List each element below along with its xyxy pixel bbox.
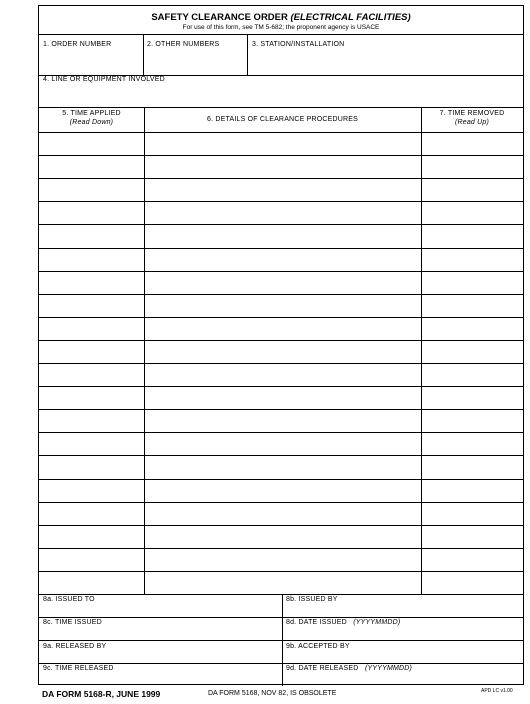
time-applied-header [39, 108, 144, 132]
time-applied-cell[interactable] [39, 318, 144, 340]
details-cell[interactable] [144, 433, 421, 455]
time-removed-cell[interactable] [421, 341, 523, 363]
time-applied-cell[interactable] [39, 433, 144, 455]
time-removed-header [421, 108, 523, 132]
issued-by-label: 8b. ISSUED BY [286, 596, 338, 603]
time-removed-cell[interactable] [421, 156, 523, 178]
details-cell[interactable] [144, 133, 421, 155]
line-equipment-label: 4. LINE OR EQUIPMENT INVOLVED [43, 76, 165, 83]
time-applied-cell[interactable] [39, 272, 144, 294]
time-applied-cell[interactable] [39, 526, 144, 548]
time-applied-cell[interactable] [39, 295, 144, 317]
details-cell[interactable] [144, 503, 421, 525]
date-released-label [286, 665, 412, 672]
time-applied-cell[interactable] [39, 225, 144, 247]
time-removed-cell[interactable] [421, 387, 523, 409]
time-removed-cell[interactable] [421, 318, 523, 340]
details-header [144, 108, 421, 132]
form-title-italic: (ELECTRICAL FACILITIES) [290, 12, 411, 23]
clearance-order-form [38, 5, 524, 685]
time-applied-cell[interactable] [39, 156, 144, 178]
details-cell[interactable] [144, 364, 421, 386]
date-released-field[interactable] [283, 664, 525, 685]
time-applied-cell[interactable] [39, 364, 144, 386]
time-applied-label: 5. TIME APPLIED [62, 110, 121, 117]
time-applied-cell[interactable] [39, 549, 144, 571]
details-cell[interactable] [144, 572, 421, 594]
time-applied-note: (Read Down) [69, 119, 114, 126]
time-removed-cell[interactable] [421, 133, 523, 155]
details-cell[interactable] [144, 318, 421, 340]
time-removed-cell[interactable] [421, 225, 523, 247]
issued-to-label: 8a. ISSUED TO [43, 596, 95, 603]
time-issued-field[interactable] [39, 618, 282, 640]
time-applied-cell[interactable] [39, 456, 144, 478]
obsolete-notice: DA FORM 5168, NOV 82, IS OBSOLETE [208, 690, 337, 697]
form-subtitle: For use of this form, see TM 5-682; the proponent agency is USACE [182, 24, 380, 31]
released-by-field[interactable] [39, 641, 282, 663]
date-released-text: 9d. DATE RELEASED [286, 665, 359, 672]
time-released-field[interactable] [39, 664, 282, 685]
time-removed-cell[interactable] [421, 249, 523, 271]
time-removed-note: (Read Up) [454, 119, 490, 126]
details-cell[interactable] [144, 249, 421, 271]
details-cell[interactable] [144, 549, 421, 571]
accepted-by-field[interactable] [283, 641, 525, 663]
time-removed-cell[interactable] [421, 572, 523, 594]
time-removed-cell[interactable] [421, 179, 523, 201]
time-applied-cell[interactable] [39, 133, 144, 155]
time-removed-cell[interactable] [421, 526, 523, 548]
time-applied-cell[interactable] [39, 179, 144, 201]
time-applied-cell[interactable] [39, 249, 144, 271]
other-numbers-field[interactable] [144, 35, 247, 75]
details-cell[interactable] [144, 295, 421, 317]
time-removed-cell[interactable] [421, 480, 523, 502]
form-title [39, 12, 523, 23]
details-cell[interactable] [144, 410, 421, 432]
date-issued-text: 8d. DATE ISSUED [286, 619, 347, 626]
time-applied-cell[interactable] [39, 572, 144, 594]
version-label: APD LC v1.00 [481, 688, 513, 694]
time-removed-cell[interactable] [421, 295, 523, 317]
time-removed-cell[interactable] [421, 272, 523, 294]
time-removed-cell[interactable] [421, 202, 523, 224]
details-cell[interactable] [144, 179, 421, 201]
time-removed-cell[interactable] [421, 364, 523, 386]
details-cell[interactable] [144, 387, 421, 409]
details-label: 6. DETAILS OF CLEARANCE PROCEDURES [207, 116, 358, 123]
details-cell[interactable] [144, 156, 421, 178]
time-removed-cell[interactable] [421, 410, 523, 432]
time-removed-cell[interactable] [421, 549, 523, 571]
time-applied-cell[interactable] [39, 202, 144, 224]
time-removed-cell[interactable] [421, 456, 523, 478]
divider [421, 107, 422, 595]
issued-by-field[interactable] [283, 595, 525, 617]
time-applied-cell[interactable] [39, 387, 144, 409]
time-applied-cell[interactable] [39, 480, 144, 502]
accepted-by-label: 9b. ACCEPTED BY [286, 643, 350, 650]
details-cell[interactable] [144, 202, 421, 224]
released-by-label: 9a. RELEASED BY [43, 643, 107, 650]
details-cell[interactable] [144, 456, 421, 478]
time-applied-cell[interactable] [39, 503, 144, 525]
line-equipment-field[interactable] [39, 76, 523, 107]
details-cell[interactable] [144, 526, 421, 548]
order-number-label: 1. ORDER NUMBER [43, 41, 112, 48]
details-cell[interactable] [144, 480, 421, 502]
form-id: DA FORM 5168-R, JUNE 1999 [42, 689, 161, 699]
time-removed-label: 7. TIME REMOVED [439, 110, 505, 117]
date-issued-label [286, 619, 400, 626]
station-field[interactable] [248, 35, 523, 75]
time-removed-cell[interactable] [421, 503, 523, 525]
time-applied-cell[interactable] [39, 341, 144, 363]
date-issued-field[interactable] [283, 618, 525, 640]
time-removed-cell[interactable] [421, 433, 523, 455]
details-cell[interactable] [144, 272, 421, 294]
station-label: 3. STATION/INSTALLATION [252, 41, 345, 48]
date-released-format: (YYYYMMDD) [364, 665, 413, 672]
other-numbers-label: 2. OTHER NUMBERS [147, 41, 220, 48]
details-cell[interactable] [144, 341, 421, 363]
issued-to-field[interactable] [39, 595, 282, 617]
time-issued-label: 8c. TIME ISSUED [43, 619, 102, 626]
divider [144, 107, 145, 595]
form-title-main: SAFETY CLEARANCE ORDER [151, 12, 288, 23]
time-released-label: 9c. TIME RELEASED [43, 665, 114, 672]
date-issued-format: (YYYYMMDD) [353, 619, 401, 626]
details-cell[interactable] [144, 225, 421, 247]
time-applied-cell[interactable] [39, 410, 144, 432]
order-number-field[interactable] [39, 35, 143, 75]
